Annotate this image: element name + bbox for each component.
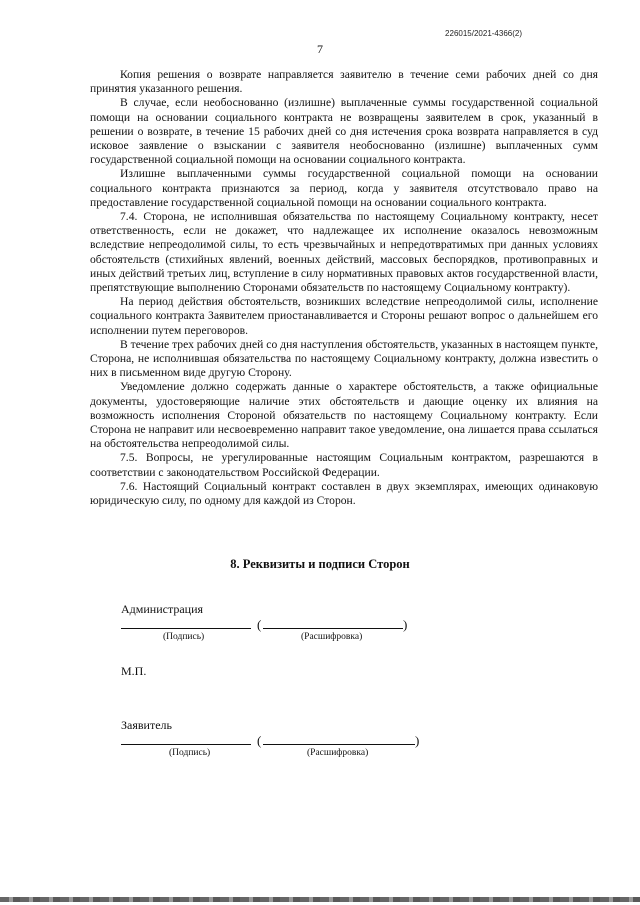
paragraph-notification-content: Уведомление должно содержать данные о характере обстоятельств, а также официальные документы, удостоверяющие наличие этих обстоятельств и дающие оценку их влияния на возможность исполнения Стороной обязательств по настоящему Социальному контракту. Если Сторона не направит или несвоевременно направит такое уведомление, она лишается права ссылаться на обстоятельства непреодолимой силы. bbox=[90, 380, 598, 451]
applicant-open-bracket: ( bbox=[257, 733, 262, 748]
page-number: 7 bbox=[317, 42, 323, 56]
applicant-decoding-caption: (Расшифровка) bbox=[307, 748, 369, 758]
paragraph-7-5-unregulated: 7.5. Вопросы, не урегулированные настоящим Социальным контрактом, разрешаются в соответствии с законодательством Российской Федерации. bbox=[90, 451, 598, 479]
paragraph-court-claim: В случае, если необоснованно (излишне) выплаченные суммы государственной социальной помощи на основании социального контракта не возвращены заявителем в срок, указанный в решении о возврате, в течение 15 рабочих дней со дня истечения срока возврата направляется в суд исковое заявление о взыскании с заявителя необоснованно (излишне) выплаченных сумм государственной социальной помощи на основании социального контракта. bbox=[90, 96, 598, 167]
applicant-decoding-line bbox=[263, 744, 415, 745]
administration-label: Администрация bbox=[121, 602, 204, 616]
applicant-signature-line bbox=[121, 744, 251, 745]
administration-close-bracket: ) bbox=[403, 617, 408, 632]
document-id: 226015/2021-4366(2) bbox=[445, 29, 522, 38]
contract-body bbox=[90, 68, 598, 508]
section-title: 8. Реквизиты и подписи Сторон bbox=[230, 557, 410, 571]
applicant-close-bracket: ) bbox=[415, 733, 420, 748]
administration-decoding-line bbox=[263, 628, 403, 629]
stamp-place-label: М.П. bbox=[121, 664, 147, 678]
administration-signature-caption: (Подпись) bbox=[163, 632, 205, 642]
applicant-signature-caption: (Подпись) bbox=[169, 748, 211, 758]
paragraph-excess-payments: Излишне выплаченными суммы государственной социальной помощи на основании социального контракта признаются за период, когда у заявителя отсутствовало право на предоставление государственной социальной помощи на основании социального контракта. bbox=[90, 167, 598, 209]
paragraph-force-majeure-suspension: На период действия обстоятельств, возникших вследствие непреодолимой силы, исполнение социального контракта Заявителем приостанавливается и Стороны решают вопрос о дальнейшем его исполнении путем переговоров. bbox=[90, 295, 598, 337]
paragraph-decision-copy: Копия решения о возврате направляется заявителю в течение семи рабочих дней со дня принятия указанного решения. bbox=[90, 68, 598, 96]
paragraph-7-6-copies: 7.6. Настоящий Социальный контракт составлен в двух экземплярах, имеющих одинаковую юридическую силу, по одному для каждой из Сторон. bbox=[90, 479, 598, 508]
administration-decoding-caption: (Расшифровка) bbox=[301, 632, 363, 642]
paragraph-7-4-liability: 7.4. Сторона, не исполнившая обязательства по настоящему Социальному контракту, несет ответственность, если не докажет, что надлежащее их исполнение оказалось невозможным вследствие непреодолимой силы, то есть чрезвычайных и непредотвратимых при данных условиях обстоятельств (стихийных явлений, военных действий, массовых беспорядков, противоправных и иных действий третьих лиц, вступление в силу нормативных правовых актов государственной власти, препятствующие выполнению Сторонами обязательств по настоящему Социальному контракту). bbox=[90, 210, 598, 295]
administration-open-bracket: ( bbox=[257, 617, 262, 632]
paragraph-notification-deadline: В течение трех рабочих дней со дня наступления обстоятельств, указанных в настоящем пункте, Сторона, не исполнившая обязательства по настоящему Социальному контракту, должна известить о них в письменном виде другую Сторону. bbox=[90, 337, 598, 380]
applicant-label: Заявитель bbox=[121, 718, 172, 732]
scan-edge-artifact bbox=[0, 897, 640, 902]
administration-signature-line bbox=[121, 628, 251, 629]
